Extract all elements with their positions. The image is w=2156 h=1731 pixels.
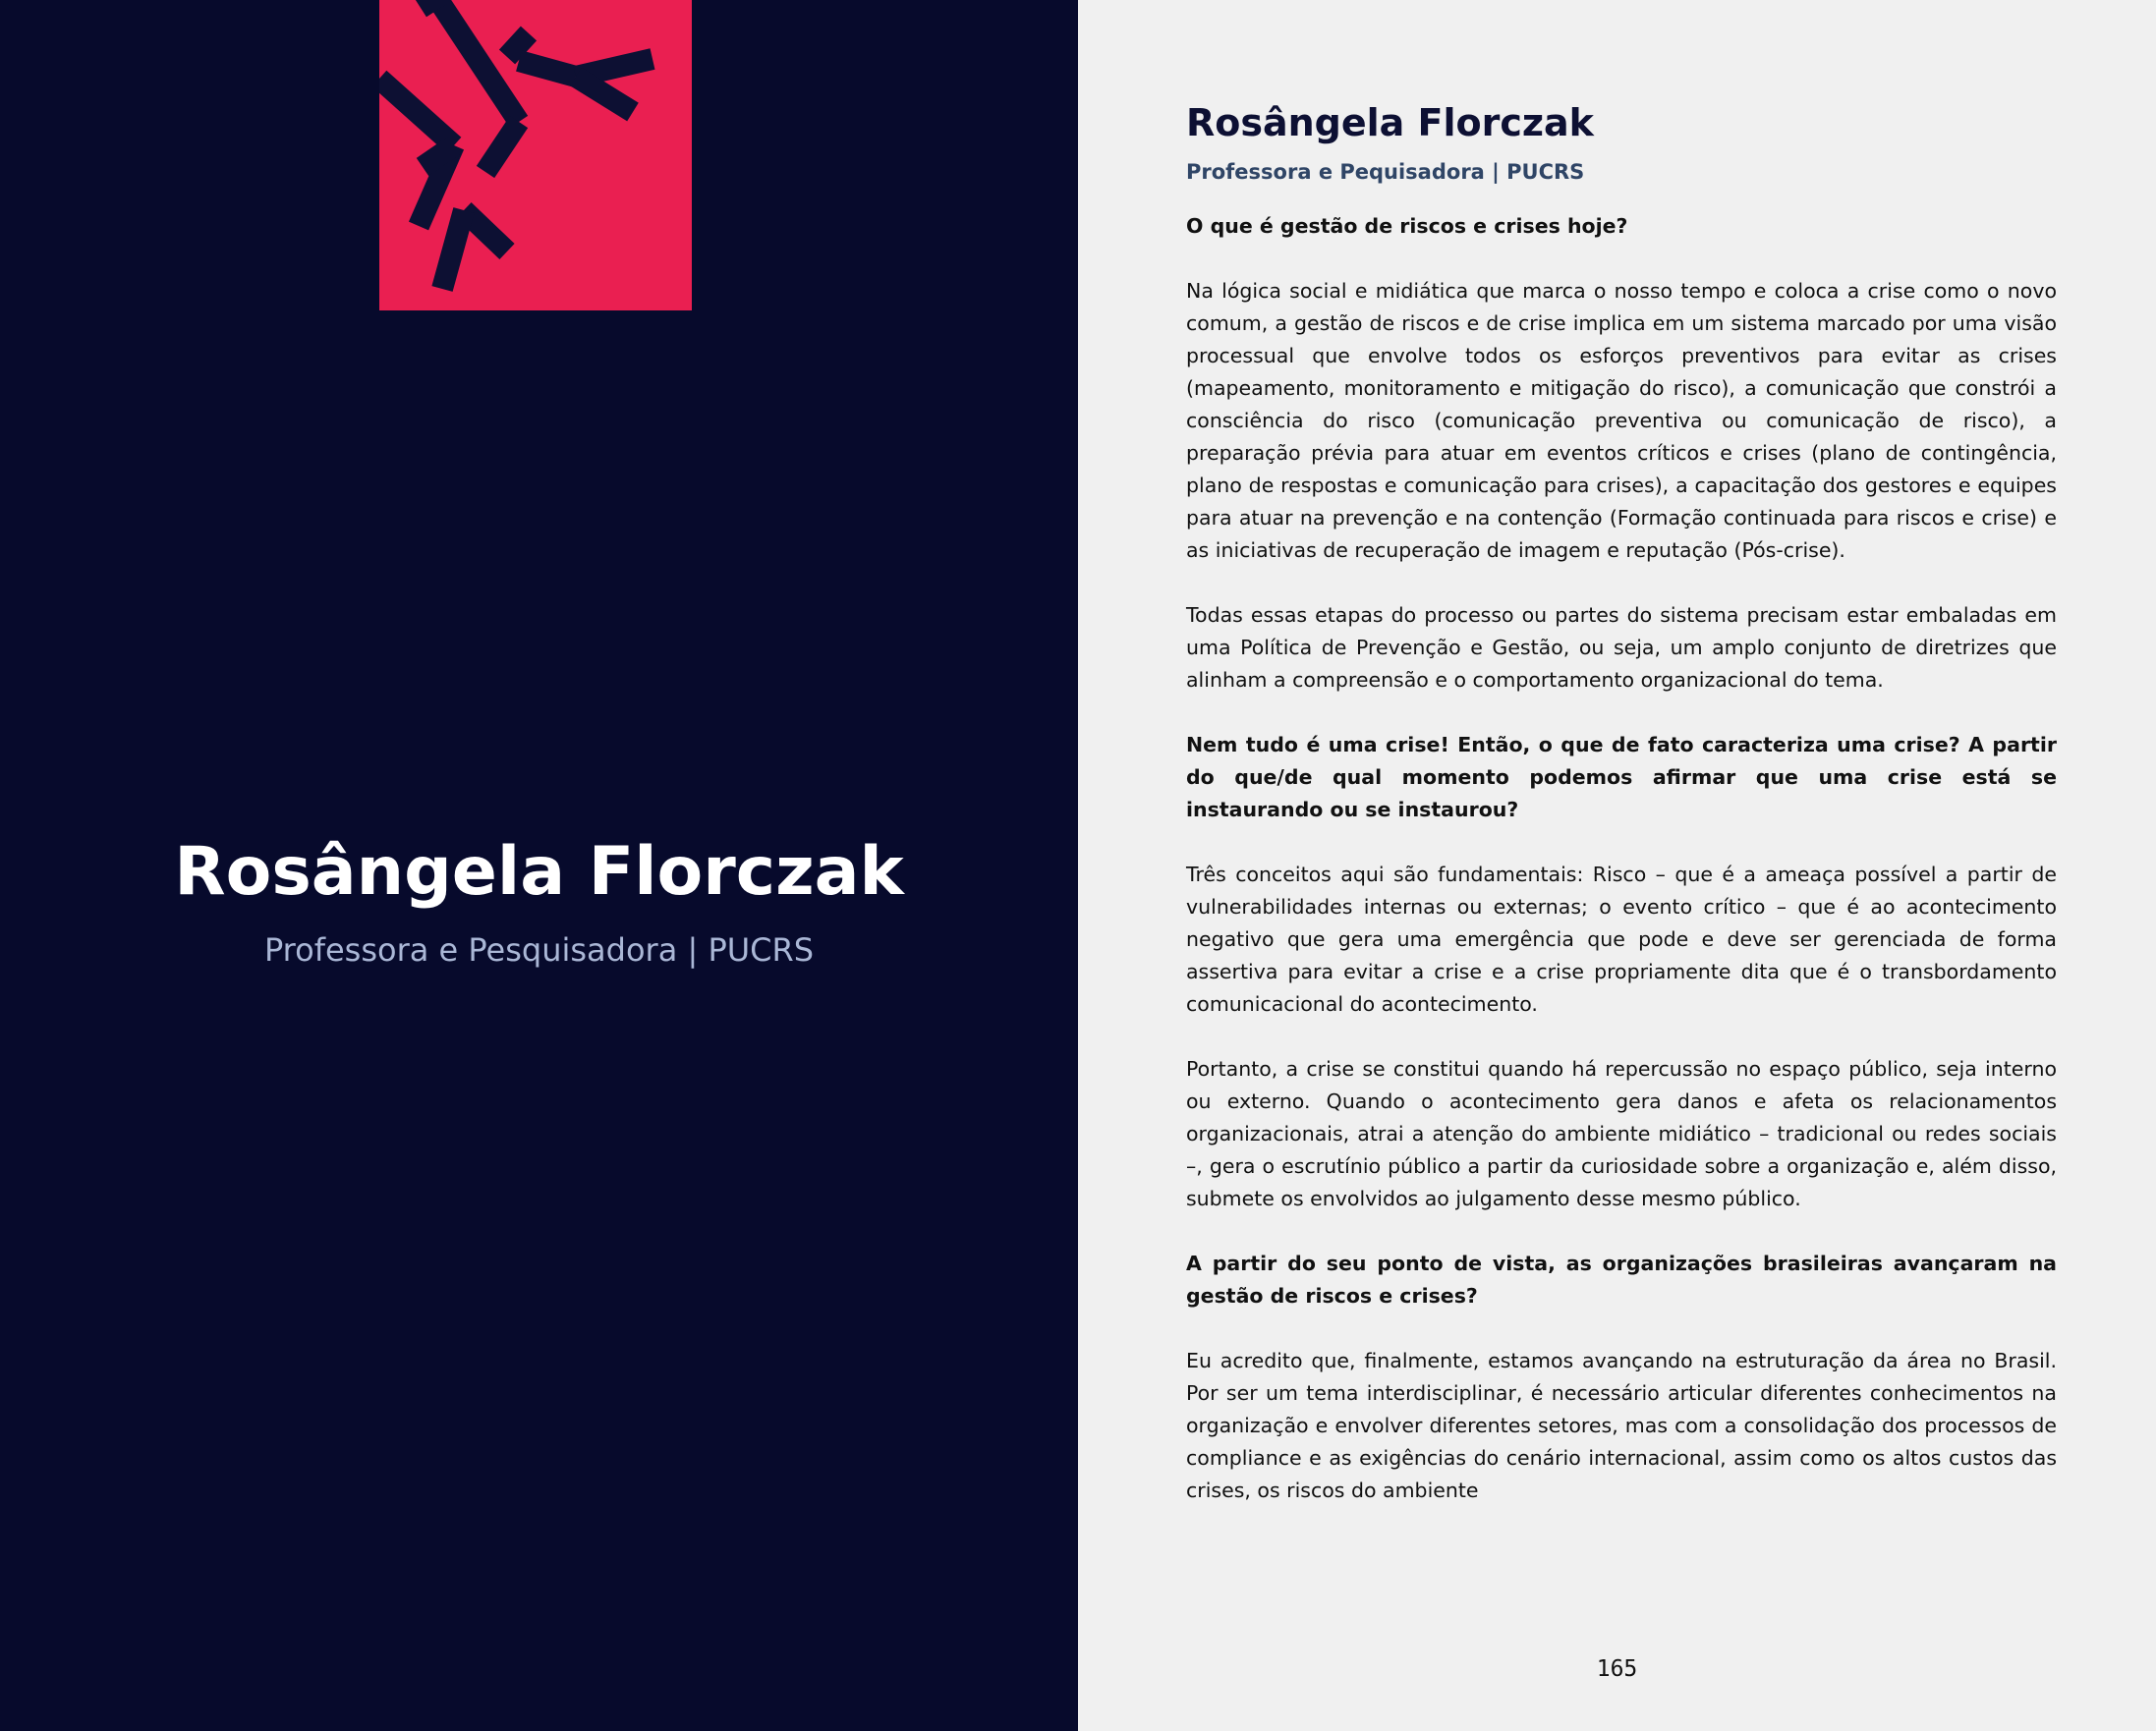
article-author-role: Professora e Pequisadora | PUCRS bbox=[1186, 160, 1585, 184]
branch-logo-icon bbox=[379, 0, 692, 310]
interview-answer: Três conceitos aqui são fundamentais: Risco – que é a ameaça possível a partir de vulnerabilidades internas ou externas; o evento crítico – que é ao acontecimento negativo que gera uma emergência que pode e deve ser gerenciada de forma assertiva para evitar a crise e a crise propriamente dita que é o transbordamento comunicacional do acontecimento. bbox=[1186, 863, 2057, 1016]
interview-answer: Portanto, a crise se constitui quando há repercussão no espaço público, seja interno ou externo. Quando o acontecimento gera danos e afeta os relacionamentos organizacionais, atrai a atenção do ambiente midiático – tradicional ou redes sociais –, gera o escrutínio público a partir da curiosidade sobre a organização e, além disso, submete os envolvidos ao julgamento desse mesmo público. bbox=[1186, 1057, 2057, 1210]
interview-answer: Na lógica social e midiática que marca o nosso tempo e coloca a crise como o novo comum, a gestão de riscos e de crise implica em um sistema marcado por uma visão processual que envolve todos os esforços preventivos para evitar as crises (mapeamento, monitoramento e mitigação do risco), a comunicação que constrói a consciência do risco (comunicação preventiva ou comunicação de risco), a preparação prévia para atuar em eventos críticos e crises (plano de contingência, plano de respostas e comunicação para crises), a capacitação dos gestores e equipes para atuar na prevenção e na contenção (Formação continuada para riscos e crise) e as iniciativas de recuperação de imagem e reputação (Pós-crise). bbox=[1186, 279, 2057, 562]
page-number: 165 bbox=[1596, 1656, 1638, 1682]
interview-content bbox=[1186, 210, 2057, 1507]
article-author-name: Rosângela Florczak bbox=[1186, 101, 1594, 144]
interview-answer: Todas essas etapas do processo ou partes do sistema precisam estar embaladas em uma Política de Prevenção e Gestão, ou seja, um amplo conjunto de diretrizes que alinham a compreensão e o comportamento organizacional do tema. bbox=[1186, 603, 2057, 692]
article-page bbox=[1078, 0, 2156, 1731]
article-body bbox=[1186, 98, 2057, 1539]
branch-logo-graphic bbox=[379, 0, 692, 310]
cover-author-name: Rosângela Florczak bbox=[174, 833, 904, 911]
interview-question: Nem tudo é uma crise! Então, o que de fato caracteriza uma crise? A partir do que/de qual momento podemos afirmar que uma crise está se instaurando ou se instaurou? bbox=[1186, 733, 2057, 821]
cover-author-role: Professora e Pesquisadora | PUCRS bbox=[263, 931, 815, 969]
interview-answer: Eu acredito que, finalmente, estamos avançando na estruturação da área no Brasil. Por ser um tema interdisciplinar, é necessário articular diferentes conhecimentos na organização e envolver diferentes setores, mas com a consolidação dos processos de compliance e as exigências do cenário internacional, assim como os altos custos das crises, os riscos do ambiente bbox=[1186, 1349, 2057, 1502]
interview-question: A partir do seu ponto de vista, as organizações brasileiras avançaram na gestão de riscos e crises? bbox=[1186, 1252, 2057, 1308]
interview-question: O que é gestão de riscos e crises hoje? bbox=[1186, 214, 1628, 238]
